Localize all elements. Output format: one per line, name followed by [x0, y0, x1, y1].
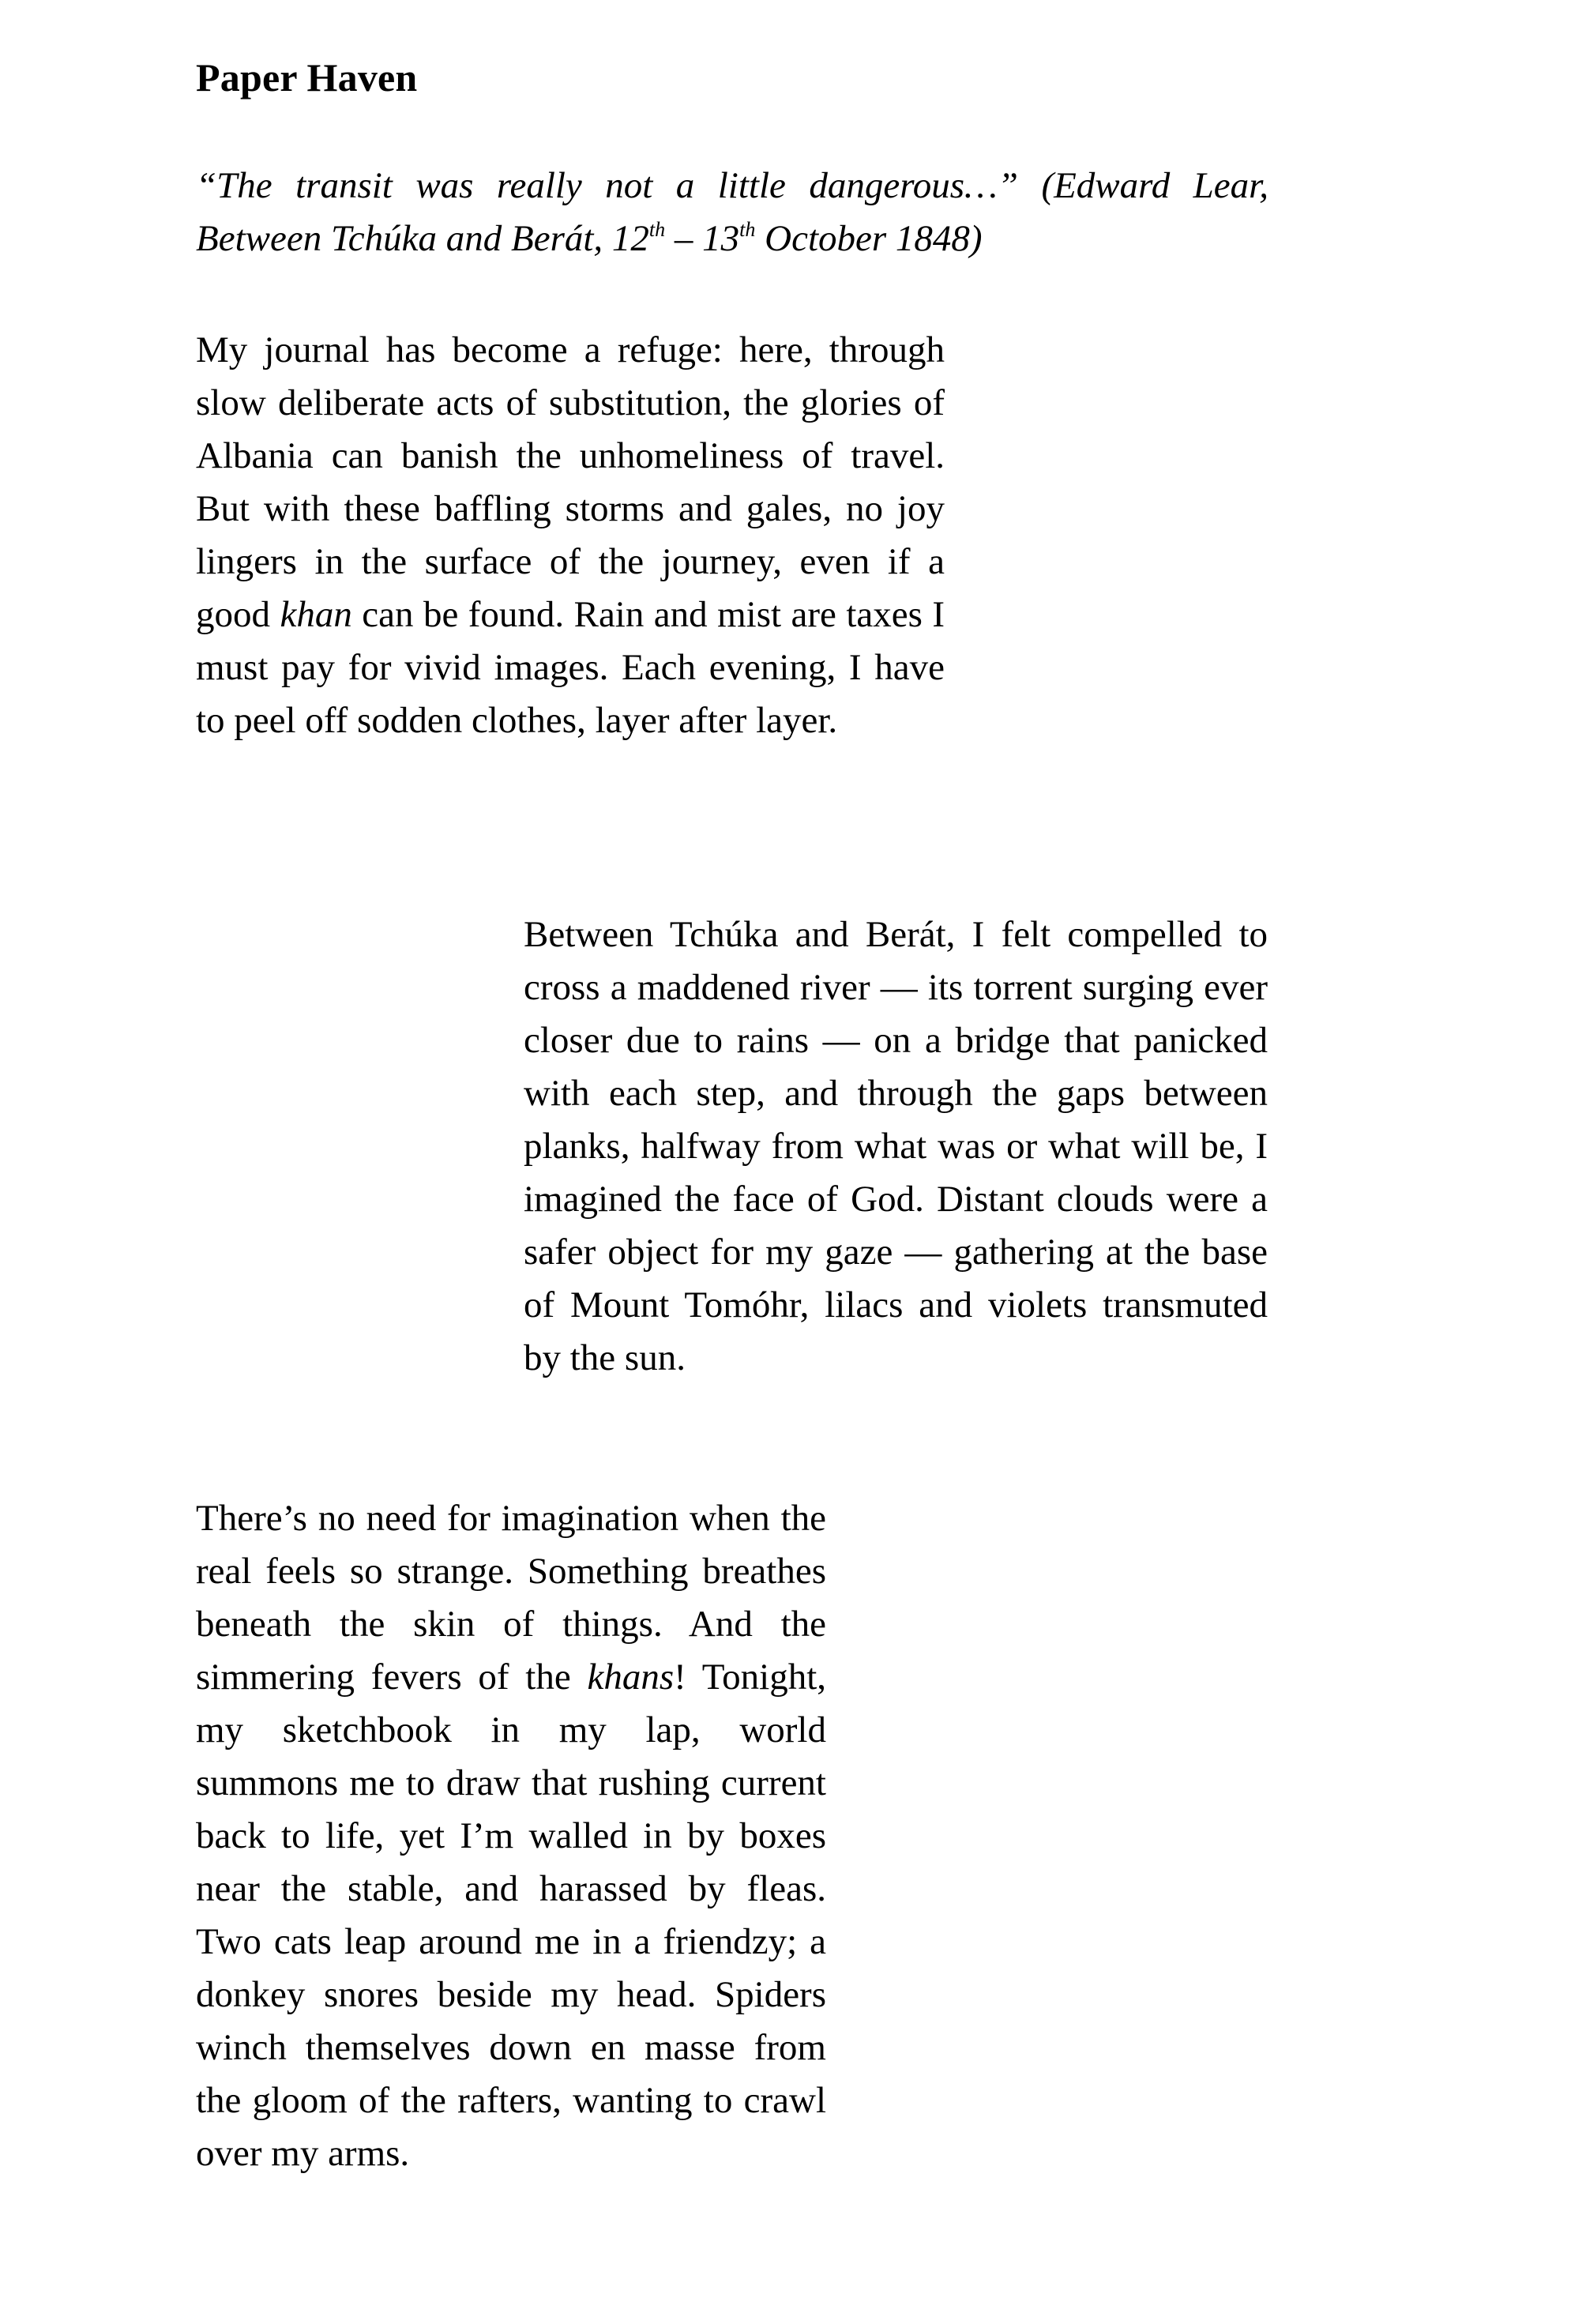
- epigraph-attribution-end: October 1848): [755, 218, 983, 259]
- body-paragraph-3: [196, 1492, 826, 2180]
- epigraph: [196, 160, 1268, 265]
- body-paragraph-2: [524, 908, 1268, 1385]
- paragraph-italic-term: khan: [280, 594, 352, 635]
- paragraph-text: Between Tchúka and Berát, I felt compelled to cross a maddened river — its torrent surging ever closer due to rains — on a bridge that panicked with each step, and through the gaps between planks, halfway from what was or what will be, I imagined the face of God. Distant clouds were a safer object for my gaze — gathering at the base of Mount Tomóhr, lilacs and violets transmuted by the sun.: [524, 914, 1268, 1378]
- document-title: Paper Haven: [196, 55, 418, 100]
- epigraph-date-dash: – 13: [665, 218, 740, 259]
- epigraph-quote: “The transit was really not a little dangerous…”: [196, 165, 1018, 206]
- paragraph-italic-term: khans: [587, 1657, 675, 1698]
- paragraph-text: ! Tonight, my sketchbook in my lap, world summons me to draw that rushing current back to life, yet I’m walled in by boxes near the stable, and harassed by fleas. Two cats leap around me in a friendzy; a donkey snores beside my head. Spiders winch themselves down en masse from the gloom of the rafters, wanting to crawl over my arms.: [196, 1657, 826, 2174]
- epigraph-ordinal-superscript: th: [739, 218, 756, 241]
- paragraph-text: can be found. Rain and mist are taxes I must pay for vivid images. Each evening, I have to peel off sodden clothes, layer after layer.: [196, 594, 945, 741]
- epigraph-attribution: (Edward Lear, Between Tchúka and Berát, 12: [196, 165, 1268, 259]
- epigraph-ordinal-superscript: th: [648, 218, 666, 241]
- paragraph-text: There’s no need for imagination when the real feels so strange. Something breathes beneath the skin of things. And the simmering fevers of the: [196, 1498, 826, 1698]
- body-paragraph-1: [196, 324, 945, 747]
- paragraph-text: My journal has become a refuge: here, through slow deliberate acts of substitution, the glories of Albania can banish the unhomeliness of travel. But with these baffling storms and gales, no joy lingers in the surface of the journey, even if a good: [196, 329, 945, 635]
